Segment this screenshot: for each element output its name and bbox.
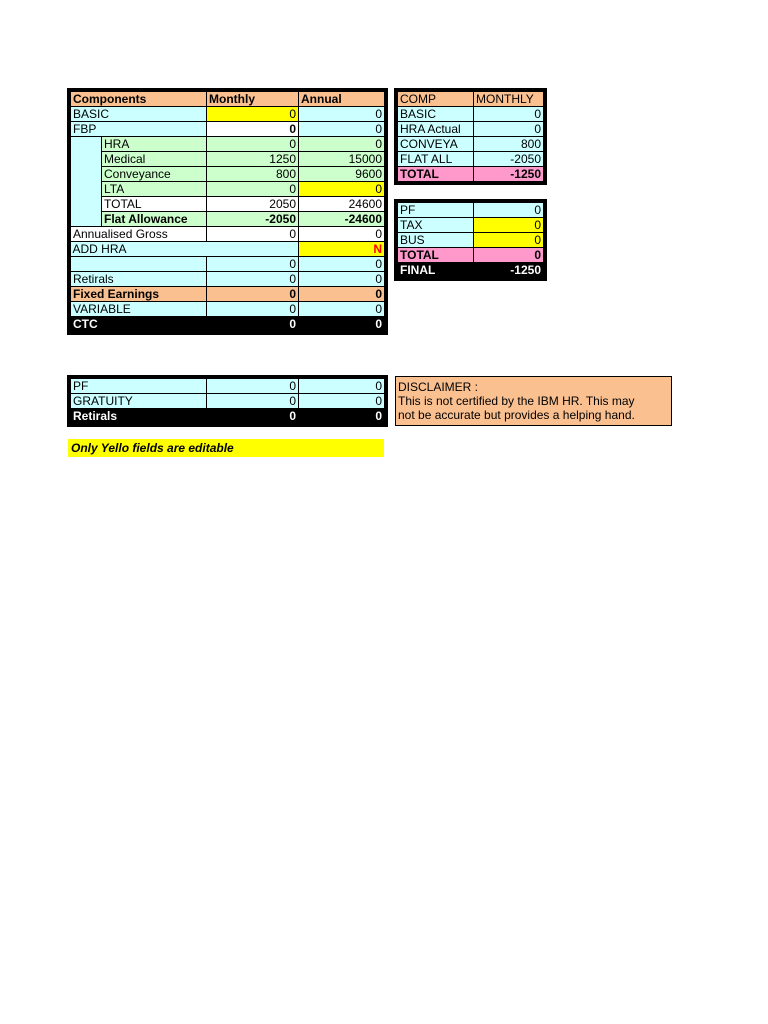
flat-allowance-label: Flat Allowance [102,212,207,227]
retirals-table [67,375,388,427]
comp-hra-actual-value: 0 [474,122,544,137]
comp-header-monthly: MONTHLY [474,92,544,107]
annualised-gross-label: Annualised Gross [71,227,207,242]
deduction-row-total [398,248,544,263]
total-label: TOTAL [102,197,207,212]
total-monthly: 2050 [207,197,299,212]
comp-basic-label: BASIC [398,107,474,122]
ctc-annual: 0 [299,317,385,332]
variable-label: VARIABLE [71,302,207,317]
deduction-total-label: TOTAL [398,248,474,263]
retirals-gratuity-annual: 0 [299,394,385,409]
row-lta [71,182,385,197]
disclaimer-line-2: not be accurate but provides a helping hand. [398,408,635,422]
deduction-row-bus [398,233,544,248]
variable-annual: 0 [299,302,385,317]
comp-monthly-table [394,88,547,185]
comp-header-row [398,92,544,107]
row-annualised-gross [71,227,385,242]
final-label: FINAL [398,263,474,278]
deduction-row-pf [398,203,544,218]
row-add-hra [71,242,385,257]
fixed-earnings-label: Fixed Earnings [71,287,207,302]
retirals-monthly: 0 [207,272,299,287]
hra-label: HRA [102,137,207,152]
add-hra-toggle-input[interactable]: N [299,242,385,257]
comp-row-conveya [398,137,544,152]
tax-input[interactable]: 0 [474,218,544,233]
lta-label: LTA [102,182,207,197]
header-monthly: Monthly [207,92,299,107]
table-header-row [71,92,385,107]
add-hra-label: ADD HRA [71,242,299,257]
flat-allowance-monthly: -2050 [207,212,299,227]
ctc-monthly: 0 [207,317,299,332]
disclaimer-title: DISCLAIMER : [398,380,479,394]
add-hra-spacer [71,257,207,272]
fixed-earnings-annual: 0 [299,287,385,302]
retirals-label: Retirals [71,272,207,287]
retirals-pf-label: PF [71,379,207,394]
fbp-label: FBP [71,122,207,137]
total-annual: 24600 [299,197,385,212]
row-ctc [71,317,385,332]
final-value: -1250 [474,263,544,278]
disclaimer-line-1: This is not certified by the IBM HR. This may [398,394,635,408]
comp-row-total [398,167,544,182]
ctc-label: CTC [71,317,207,332]
comp-conveya-label: CONVEYA [398,137,474,152]
deduction-pf-value: 0 [474,203,544,218]
retirals-total-label: Retirals [71,409,207,424]
fbp-monthly: 0 [207,122,299,137]
comp-row-hra-actual [398,122,544,137]
row-flat-allowance [71,212,385,227]
retirals-gratuity-monthly: 0 [207,394,299,409]
hra-annual: 0 [299,137,385,152]
retirals-gratuity-label: GRATUITY [71,394,207,409]
conveyance-annual: 9600 [299,167,385,182]
retirals-total-annual: 0 [299,409,385,424]
bus-input[interactable]: 0 [474,233,544,248]
comp-conveya-value: 800 [474,137,544,152]
salary-components-table [67,88,388,335]
retirals-annual: 0 [299,272,385,287]
deduction-total-value: 0 [474,248,544,263]
flat-allowance-annual: -24600 [299,212,385,227]
header-annual: Annual [299,92,385,107]
annualised-gross-monthly: 0 [207,227,299,242]
basic-label: BASIC [71,107,207,122]
basic-monthly-input[interactable]: 0 [207,107,299,122]
conveyance-label: Conveyance [102,167,207,182]
basic-annual: 0 [299,107,385,122]
row-fixed-earnings [71,287,385,302]
medical-monthly: 1250 [207,152,299,167]
row-medical [71,152,385,167]
deduction-tax-label: TAX [398,218,474,233]
comp-row-flat-all [398,152,544,167]
retirals-row-pf [71,379,385,394]
row-hra [71,137,385,152]
row-retirals [71,272,385,287]
deductions-table [394,199,547,281]
header-components: Components [71,92,207,107]
annualised-gross-annual: 0 [299,227,385,242]
row-fbp [71,122,385,137]
fixed-earnings-monthly: 0 [207,287,299,302]
row-add-hra-values [71,257,385,272]
comp-flat-all-label: FLAT ALL [398,152,474,167]
lta-monthly: 0 [207,182,299,197]
retirals-row-gratuity [71,394,385,409]
comp-total-label: TOTAL [398,167,474,182]
row-total [71,197,385,212]
deduction-row-final [398,263,544,278]
conveyance-monthly: 800 [207,167,299,182]
deduction-bus-label: BUS [398,233,474,248]
fbp-annual: 0 [299,122,385,137]
medical-label: Medical [102,152,207,167]
retirals-pf-annual: 0 [299,379,385,394]
disclaimer-box [395,376,672,426]
variable-monthly: 0 [207,302,299,317]
retirals-pf-monthly: 0 [207,379,299,394]
editable-fields-note: Only Yello fields are editable [68,439,384,457]
retirals-total-monthly: 0 [207,409,299,424]
comp-row-basic [398,107,544,122]
comp-total-value: -1250 [474,167,544,182]
fbp-indent [71,137,102,227]
comp-header-label: COMP [398,92,474,107]
deduction-row-tax [398,218,544,233]
deduction-pf-label: PF [398,203,474,218]
row-variable [71,302,385,317]
medical-annual: 15000 [299,152,385,167]
row-conveyance [71,167,385,182]
retirals-row-total [71,409,385,424]
add-hra-annual: 0 [299,257,385,272]
comp-hra-actual-label: HRA Actual [398,122,474,137]
lta-annual-input[interactable]: 0 [299,182,385,197]
add-hra-monthly: 0 [207,257,299,272]
comp-basic-value: 0 [474,107,544,122]
hra-monthly: 0 [207,137,299,152]
comp-flat-all-value: -2050 [474,152,544,167]
row-basic [71,107,385,122]
